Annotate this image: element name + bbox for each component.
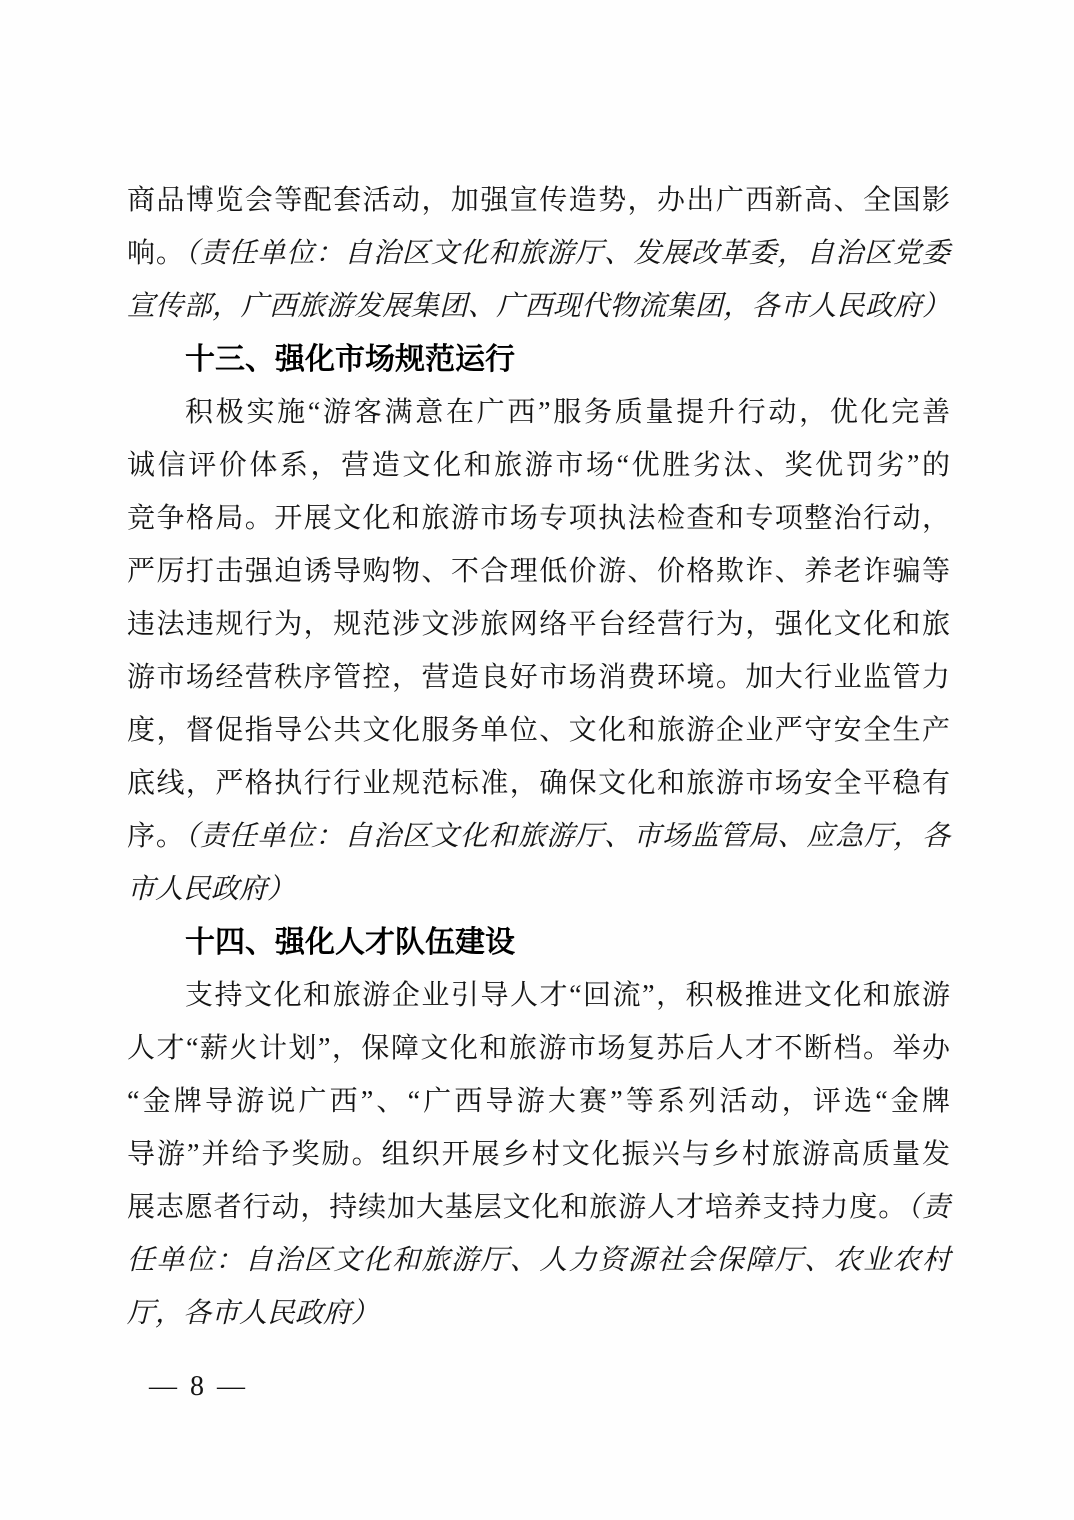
body-text: 支持文化和旅游企业引导人才“回流”，积极推进文化和旅游 — [185, 980, 950, 1011]
body-text: 违法违规行为，规范涉文涉旅网络平台经营行为，强化文化和旅 — [127, 609, 950, 640]
para-section-13-line-10 — [127, 863, 950, 916]
responsibility-unit-text: 宣传部，广西旅游发展集团、广西现代物流集团，各市人民政府） — [127, 291, 950, 322]
responsibility-unit-text: 市人民政府） — [127, 874, 296, 905]
para-section-13-line-1 — [127, 386, 950, 439]
page-number: — 8 — — [149, 1371, 248, 1402]
para-section-14-line-3 — [127, 1075, 950, 1128]
para-section-13-line-5 — [127, 598, 950, 651]
para-section-13-line-4 — [127, 545, 950, 598]
para-section-14-line-4 — [127, 1128, 950, 1181]
body-text: 响。 — [127, 238, 185, 269]
para-section-13-line-8 — [127, 757, 950, 810]
para-continuation-line-3 — [127, 280, 950, 333]
responsibility-unit-text: （责任单位：自治区文化和旅游厅、发展改革委，自治区党委 — [184, 238, 950, 269]
body-text: 商品博览会等配套活动，加强宣传造势，办出广西新高、全国影 — [127, 185, 950, 216]
body-text: 导游”并给予奖励。组织开展乡村文化振兴与乡村旅游高质量发 — [127, 1139, 950, 1170]
para-section-13-line-3 — [127, 492, 950, 545]
body-text: 严厉打击强迫诱导购物、不合理低价游、价格欺诈、养老诈骗等 — [127, 556, 950, 587]
para-section-14-line-5 — [127, 1181, 950, 1234]
body-text: 人才“薪火计划”，保障文化和旅游市场复苏后人才不断档。举办 — [127, 1033, 950, 1064]
body-text: 底线，严格执行行业规范标准，确保文化和旅游市场安全平稳有 — [127, 768, 950, 799]
responsibility-unit-text: 任单位：自治区文化和旅游厅、人力资源社会保障厅、农业农村 — [127, 1245, 950, 1276]
para-section-13-line-9 — [127, 810, 950, 863]
body-text: “金牌导游说广西”、“广西导游大赛”等系列活动，评选“金牌 — [127, 1086, 950, 1117]
heading-section-13: 十三、强化市场规范运行 — [185, 343, 515, 376]
heading-section-14: 十四、强化人才队伍建设 — [185, 926, 515, 959]
responsibility-unit-text: （责任单位：自治区文化和旅游厅、市场监管局、应急厅，各 — [184, 821, 950, 852]
para-continuation-line-1 — [127, 174, 950, 227]
para-section-14-line-2 — [127, 1022, 950, 1075]
body-text: 序。 — [127, 821, 185, 852]
para-section-14-line-1 — [127, 969, 950, 1022]
para-section-13-line-6 — [127, 651, 950, 704]
body-text: 游市场经营秩序管控，营造良好市场消费环境。加大行业监管力 — [127, 662, 950, 693]
para-continuation-line-2 — [127, 227, 950, 280]
para-section-13-line-7 — [127, 704, 950, 757]
para-section-13-line-2 — [127, 439, 950, 492]
body-text: 诚信评价体系，营造文化和旅游市场“优胜劣汰、奖优罚劣”的 — [127, 450, 950, 481]
para-section-14-line-6 — [127, 1234, 950, 1287]
para-section-14-line-7 — [127, 1287, 950, 1340]
body-text: 竞争格局。开展文化和旅游市场专项执法检查和专项整治行动， — [127, 503, 950, 534]
document-body — [127, 174, 950, 1340]
body-text: 度，督促指导公共文化服务单位、文化和旅游企业严守安全生产 — [127, 715, 950, 746]
body-text: 积极实施“游客满意在广西”服务质量提升行动，优化完善 — [185, 397, 950, 428]
responsibility-unit-text: （责 — [907, 1192, 950, 1223]
body-text: 展志愿者行动，持续加大基层文化和旅游人才培养支持力度。 — [127, 1192, 908, 1223]
responsibility-unit-text: 厅，各市人民政府） — [127, 1298, 380, 1329]
